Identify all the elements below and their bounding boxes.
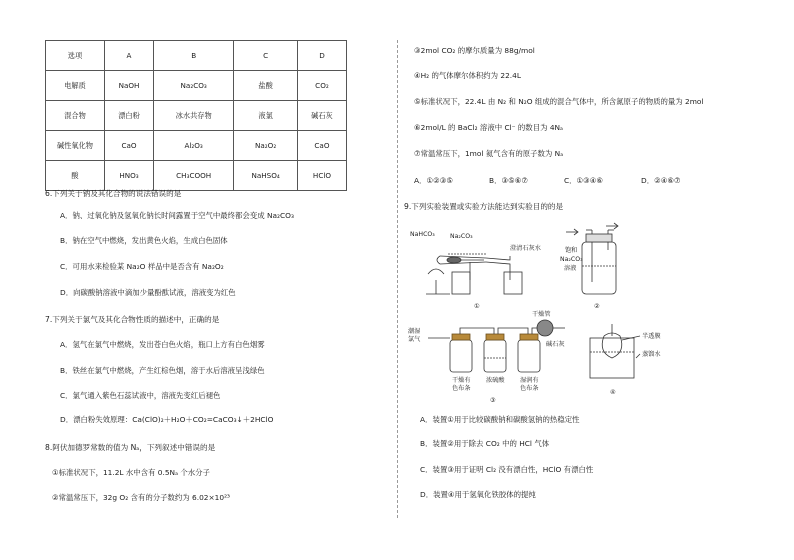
label-apparatus-3: ③ [490,397,496,404]
label-conc-sulfuric: 浓硫酸 [486,377,505,384]
q8-item-5: ⑤标准状况下，22.4L 由 N₂ 和 N₂O 组成的混合气体中，所含氮原子的物质的量为 2mol [414,97,704,106]
table-header-cell: A [105,41,154,71]
label-apparatus-4: ④ [610,389,616,396]
q9-option-c: C．装置③用于证明 Cl₂ 没有漂白性，HClO 有漂白性 [420,465,594,474]
table-cell: 盐酸 [234,71,298,101]
q7-option-d: D．漂白粉失效原理：Ca(ClO)₂＋H₂O＋CO₂=CaCO₃↓＋2HClO [60,415,274,424]
q7-option-b: B．铁丝在氯气中燃烧，产生红棕色烟，溶于水后溶液呈浅绿色 [60,366,265,375]
label-apparatus-1: ① [474,303,480,310]
table-cell: HNO₃ [105,161,154,191]
label-soda-lime: 碱石灰 [546,341,565,348]
table-header-cell: B [154,41,234,71]
table-cell: 碱性氧化物 [46,131,105,161]
label-saturated-line2: Na₂CO₃ [560,256,583,263]
table-cell: CH₃COOH [154,161,234,191]
q6-option-b: B．钠在空气中燃烧，发出黄色火焰，生成白色固体 [60,236,228,245]
q6-option-d: D．向碳酸钠溶液中滴加少量酚酞试液，溶液变为红色 [60,288,236,297]
label-distilled-water: 蒸馏水 [642,351,661,358]
q6-option-c: C．可用水来检验某 Na₂O 样品中是否含有 Na₂O₂ [60,262,224,271]
table-cell: Na₂O₂ [234,131,298,161]
q7-option-c: C．氯气通入紫色石蕊试液中，溶液先变红后褪色 [60,391,221,400]
label-drying-tube: 干燥管 [532,311,551,318]
label-dry-cloth-line1: 干燥有 [452,377,471,384]
apparatus-3 [428,320,565,372]
table-cell: NaHSO₄ [234,161,298,191]
q9-apparatus-figure [400,220,700,410]
label-na2co3: Na₂CO₃ [450,233,473,240]
label-dry-cloth-line2: 色布条 [452,385,471,392]
q8-stem: 8.阿伏加德罗常数的值为 Nₐ，下列叙述中错误的是 [45,443,216,452]
q9-option-b: B．装置②用于除去 CO₂ 中的 HCl 气体 [420,439,550,448]
table-cell: CaO [105,131,154,161]
table-cell: 碱石灰 [297,101,346,131]
table-cell: 漂白粉 [105,101,154,131]
table-row [46,161,347,191]
q6-option-a: A．钠、过氧化钠及氢氧化钠长时间露置于空气中最终都会变成 Na₂CO₃ [60,211,294,220]
table-cell: 冰水共存物 [154,101,234,131]
table-cell: 混合物 [46,101,105,131]
q8-item-6: ⑥2mol/L 的 BaCl₂ 溶液中 Cl⁻ 的数目为 4Nₐ [414,123,563,132]
apparatus-1 [426,254,522,294]
label-nahco3: NaHCO₃ [410,231,435,238]
label-wet-chlorine-line2: 氯气 [408,336,421,343]
table-row [46,131,347,161]
table-cell: 电解质 [46,71,105,101]
table-header-cell: 选项 [46,41,105,71]
table-header-cell: C [234,41,298,71]
q8-choice-a: A．①②③⑤ [414,176,453,185]
table-row [46,101,347,131]
q8-item-1: ①标准状况下，11.2L 水中含有 0.5Nₐ 个水分子 [52,468,210,477]
table-cell: HClO [297,161,346,191]
q8-choice-b: B．③⑤⑥⑦ [489,176,528,185]
table-header-row [46,41,347,71]
label-wet-chlorine-line1: 潮湿 [408,328,421,335]
label-apparatus-2: ② [594,303,600,310]
q8-item-3: ③2mol CO₂ 的摩尔质量为 88g/mol [414,46,535,55]
label-saturated-line1: 饱和 [565,247,578,254]
table-cell: NaOH [105,71,154,101]
label-membrane: 半透膜 [642,333,661,340]
q8-item-7: ⑦常温常压下，1mol 氦气含有的原子数为 Nₐ [414,149,564,158]
classification-table [45,40,347,191]
label-wet-cloth-line2: 色布条 [520,385,539,392]
q8-choice-c: C．①③④⑥ [564,176,604,185]
column-divider [397,40,398,518]
table-cell: 液氯 [234,101,298,131]
table-cell: CaO [297,131,346,161]
table-cell: CO₂ [297,71,346,101]
apparatus-4 [590,324,640,378]
table-row [46,71,347,101]
q9-option-a: A．装置①用于比较碳酸钠和碳酸氢钠的热稳定性 [420,415,580,424]
table-header-cell: D [297,41,346,71]
label-saturated-line3: 溶液 [564,265,577,272]
table-cell: 酸 [46,161,105,191]
q9-stem: 9.下列实验装置或实验方法能达到实验目的的是 [404,202,564,211]
q7-option-a: A．氢气在氯气中燃烧，发出苍白色火焰，瓶口上方有白色烟雾 [60,340,265,349]
q7-stem: 7.下列关于氯气及其化合物性质的描述中，正确的是 [45,315,220,324]
label-wet-cloth-line1: 湿润有 [520,377,539,384]
table-cell: Na₂CO₃ [154,71,234,101]
table-cell: Al₂O₃ [154,131,234,161]
label-limewater: 澄清石灰水 [510,245,541,252]
q6-stem: 6.下列关于钠及其化合物的说法错误的是 [45,189,182,198]
q8-choice-d: D．②④⑥⑦ [641,176,681,185]
q8-choices [414,175,774,186]
q9-option-d: D．装置④用于氢氧化铁胶体的提纯 [420,490,536,499]
q8-item-4: ④H₂ 的气体摩尔体积约为 22.4L [414,71,521,80]
q8-item-2: ②常温常压下，32g O₂ 含有的分子数约为 6.02×10²³ [52,493,230,502]
